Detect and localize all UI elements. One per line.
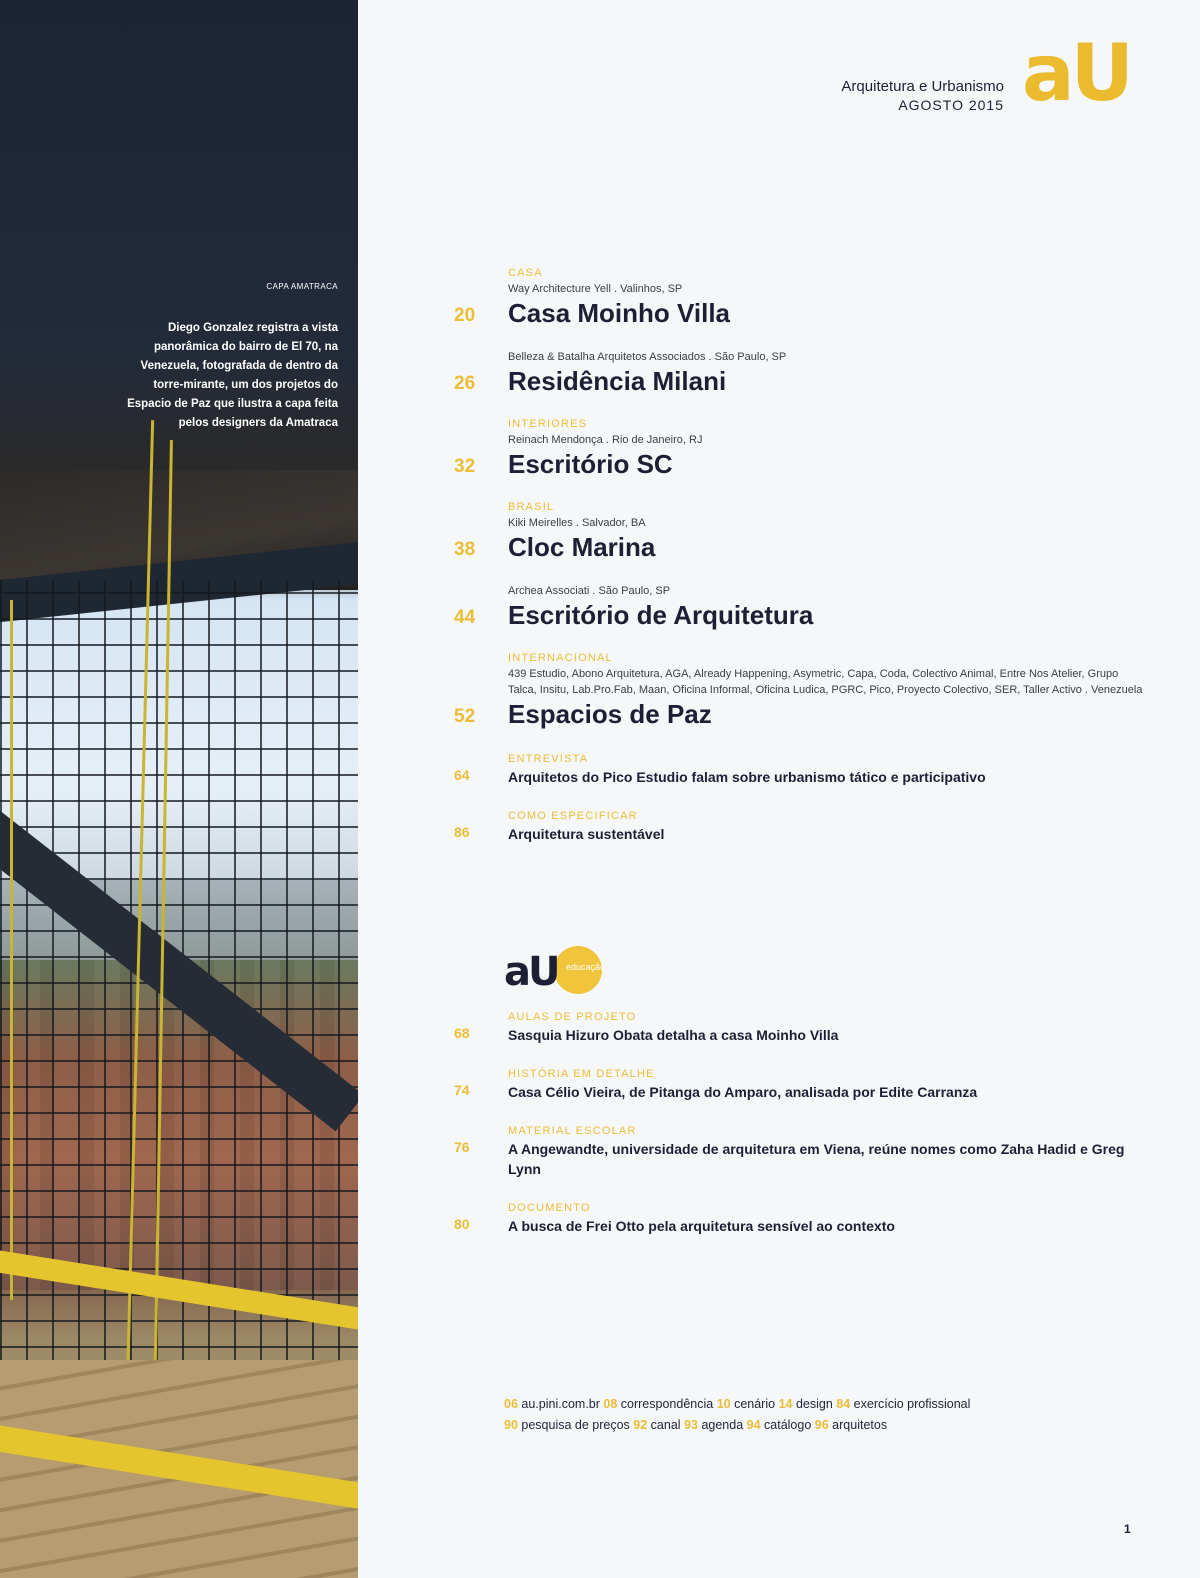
toc-entry[interactable]	[448, 1201, 1148, 1236]
footer-section-link[interactable]: design	[795, 1397, 833, 1411]
section-label: COMO ESPECIFICAR	[508, 810, 638, 822]
architect-credit: Belleza & Batalha Arquitetos Associados . São Paulo, SP	[508, 351, 787, 363]
footer-page-number: 94	[746, 1418, 761, 1432]
footer-page-number: 96	[814, 1418, 829, 1432]
section-label: AULAS DE PROJETO	[508, 1011, 637, 1023]
section-label: INTERIORES	[508, 418, 588, 430]
article-title: Sasquia Hizuro Obata detalha a casa Moinho Villa	[508, 1027, 839, 1043]
article-title: A Angewandte, universidade de arquitetura em Viena, reúne nomes como Zaha Hadid e Greg Lynn	[508, 1141, 1125, 1177]
page-number: 80	[454, 1216, 470, 1232]
toc-entry[interactable]	[448, 500, 1148, 563]
footer-line	[504, 1394, 1144, 1415]
article-title: Arquitetura sustentável	[508, 826, 665, 842]
article-title: Casa Moinho Villa	[508, 298, 731, 328]
toc-entry[interactable]	[448, 1124, 1148, 1179]
footer-section-link[interactable]: au.pini.com.br	[521, 1397, 600, 1411]
footer-section-link[interactable]: correspondência	[620, 1397, 714, 1411]
footer-page-number: 10	[716, 1397, 731, 1411]
page-number: 74	[454, 1082, 470, 1098]
magazine-name: Arquitetura e Urbanismo	[841, 78, 1004, 95]
page-number: 76	[454, 1139, 470, 1155]
education-contents	[448, 1010, 1148, 1236]
section-label: HISTÓRIA EM DETALHE	[508, 1068, 655, 1080]
footer-section-link[interactable]: catálogo	[764, 1418, 812, 1432]
section-label: BRASIL	[508, 501, 555, 513]
footer-section-link[interactable]: cenário	[734, 1397, 776, 1411]
article-title: Escritório de Arquitetura	[508, 600, 814, 630]
footer-page-number: 08	[603, 1397, 618, 1411]
section-label: ENTREVISTA	[508, 753, 589, 765]
page-number: 64	[454, 767, 470, 783]
footer-page-number: 14	[778, 1397, 793, 1411]
page-number: 26	[454, 373, 476, 394]
article-title: Arquitetos do Pico Estudio falam sobre urbanismo tático e participativo	[508, 769, 986, 785]
footer-page-number: 06	[504, 1397, 518, 1411]
cover-caption	[108, 282, 338, 433]
article-title: Espacios de Paz	[508, 699, 712, 729]
toc-entry[interactable]	[448, 417, 1148, 480]
toc-entry[interactable]	[448, 1010, 1148, 1045]
page-number: 1	[1124, 1522, 1131, 1536]
article-title: Escritório SC	[508, 449, 673, 479]
architect-credit: Reinach Mendonça . Rio de Janeiro, RJ	[508, 434, 703, 446]
toc-entry[interactable]	[448, 752, 1148, 787]
sections-footer	[504, 1394, 1144, 1436]
au-logo: aU	[1022, 29, 1130, 119]
article-title: Casa Célio Vieira, de Pitanga do Amparo, analisada por Edite Carranza	[508, 1084, 978, 1100]
footer-page-number: 92	[633, 1418, 648, 1432]
footer-page-number: 84	[836, 1397, 851, 1411]
page-number: 38	[454, 539, 476, 560]
architect-credit: Way Architecture Yell . Valinhos, SP	[508, 283, 683, 295]
footer-line	[504, 1415, 1144, 1436]
page-number: 52	[454, 706, 476, 727]
footer-section-link[interactable]: exercício profissional	[853, 1397, 971, 1411]
architect-credit: Archea Associati . São Paulo, SP	[508, 585, 671, 597]
footer-section-link[interactable]: arquitetos	[832, 1418, 888, 1432]
article-title: Cloc Marina	[508, 532, 656, 562]
section-label: CASA	[508, 267, 543, 279]
page-number: 20	[454, 305, 476, 326]
toc-entry[interactable]	[448, 583, 1148, 631]
caption-text: Diego Gonzalez registra a vista panorâmica do bairro de El 70, na Venezuela, fotografada de dentro da torre-mirante, um dos projetos do Espacio de Paz que ilustra a capa feita pelos designers da Amatraca	[127, 322, 338, 429]
article-title: Residência Milani	[508, 366, 727, 396]
table-of-contents	[448, 266, 1148, 844]
footer-section-link[interactable]: pesquisa de preços	[521, 1418, 630, 1432]
educacao-au-text: aU	[504, 949, 558, 995]
educacao-badge-text: educação	[566, 962, 606, 972]
photo-rope	[10, 600, 13, 1300]
page-number: 86	[454, 824, 470, 840]
toc-entry[interactable]	[448, 651, 1148, 730]
section-label: DOCUMENTO	[508, 1202, 591, 1214]
au-educacao-logo	[504, 944, 604, 1000]
footer-page-number: 93	[684, 1418, 698, 1432]
page-number: 68	[454, 1025, 470, 1041]
toc-entry[interactable]	[448, 1067, 1148, 1102]
issue-date: AGOSTO 2015	[898, 97, 1004, 113]
masthead	[841, 78, 1004, 113]
architect-credit: 439 Estudio, Abono Arquitetura, AGA, Already Happening, Asymetric, Capa, Coda, Colectivo Animal, Entre Nos Atelier, Grupo Talca, Insitu, Lab.Pro.Fab, Maan, Oficina Informal, Oficina Ludica, PGRC, Pico, Proyecto Colectivo, SER, Taller Activo . Venezuela	[508, 668, 1143, 696]
section-label: MATERIAL ESCOLAR	[508, 1125, 637, 1137]
page-number: 32	[454, 456, 476, 477]
footer-page-number: 90	[504, 1418, 518, 1432]
toc-entry[interactable]	[448, 809, 1148, 844]
footer-section-link[interactable]: agenda	[701, 1418, 744, 1432]
toc-entry[interactable]	[448, 349, 1148, 397]
architect-credit: Kiki Meirelles . Salvador, BA	[508, 517, 646, 529]
caption-label: CAPA AMATRACA	[266, 282, 338, 291]
footer-section-link[interactable]: canal	[650, 1418, 681, 1432]
page-number: 44	[454, 607, 476, 628]
cover-photo	[0, 0, 358, 1578]
educacao-badge	[554, 946, 606, 994]
toc-entry[interactable]	[448, 266, 1148, 329]
section-label: INTERNACIONAL	[508, 652, 613, 664]
article-title: A busca de Frei Otto pela arquitetura sensível ao contexto	[508, 1218, 895, 1234]
